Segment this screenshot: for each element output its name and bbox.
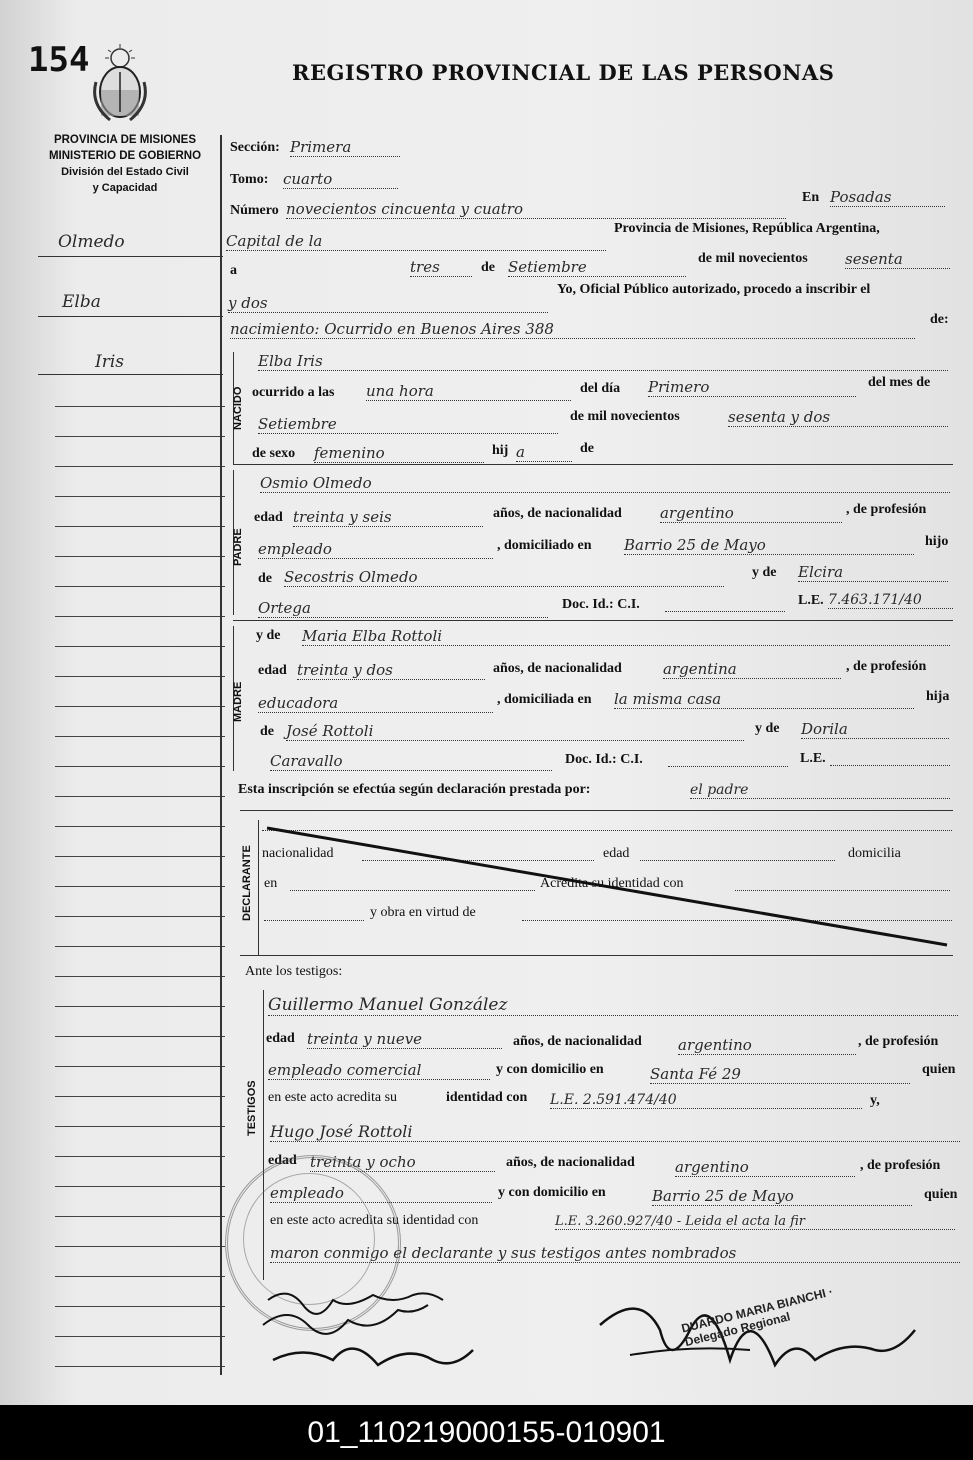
padre-le-value: 7.463.171/40: [828, 592, 953, 609]
scan-code: 01_110219000155-010901: [0, 1405, 973, 1460]
sexo-label: de sexo: [252, 446, 296, 461]
madre-edad-value: treinta y dos: [297, 661, 485, 680]
tomo-value: cuarto: [283, 170, 398, 189]
nombre-value: Elba Iris: [258, 352, 948, 371]
edad-label: edad: [254, 510, 283, 525]
declarante-edad-label: edad: [603, 846, 630, 861]
margin-rule: [55, 646, 225, 647]
margin-rule: [55, 496, 225, 497]
margin-line: [38, 316, 223, 317]
mes-value: Setiembre: [508, 258, 686, 277]
hora-value: una hora: [366, 382, 571, 401]
testigo-2-domicilio-value: Barrio 25 de Mayo: [652, 1187, 912, 1206]
margin-rule: [55, 766, 225, 767]
testigo-1-profesion-label: , de profesión: [858, 1034, 939, 1049]
en-value: Posadas: [830, 188, 945, 207]
capital-value: Capital de la: [226, 232, 606, 251]
mes-nacimiento-value: Setiembre: [258, 415, 558, 434]
margin-rule: [55, 1156, 225, 1157]
margin-rule: [55, 1096, 225, 1097]
domiciliada-label: , domiciliada en: [497, 692, 592, 707]
madre-doc-label: Doc. Id.: C.I.: [565, 752, 643, 767]
margin-rule: [55, 706, 225, 707]
testigo-2-domicilio-label: y con domicilio en: [498, 1185, 606, 1200]
margin-name-2: Iris: [95, 352, 125, 372]
madre-de-label: de: [260, 724, 274, 739]
a-label: a: [230, 263, 237, 278]
declarante-en-label: en: [264, 876, 278, 891]
anio-nacimiento-value: sesenta y dos: [728, 408, 948, 427]
document-title: REGISTRO PROVINCIAL DE LAS PERSONAS: [292, 60, 835, 85]
hij-suffix: a: [516, 443, 572, 462]
declarante-label: DECLARANTE: [241, 845, 253, 921]
margin-rule: [55, 796, 225, 797]
closing-statement: maron conmigo el declarante y sus testigos antes nombrados: [270, 1244, 960, 1263]
anos-nac-label: años, de nacionalidad: [493, 506, 622, 521]
margin-rule: [55, 736, 225, 737]
margin-line: [38, 256, 223, 257]
testigo-2-nacionalidad-value: argentino: [675, 1158, 855, 1177]
en-label: En: [802, 190, 820, 205]
de-2-label: de: [580, 441, 594, 456]
padre-madre-value: Elcira: [798, 563, 948, 582]
testigo-1-nombre-value: Guillermo Manuel González: [268, 995, 958, 1016]
declarante-domicilia-label: domicilia: [848, 846, 901, 861]
issuer-block: [30, 132, 220, 196]
section-separator: [240, 955, 953, 956]
section-separator: [233, 620, 953, 621]
y-de-madre-label: y de: [256, 628, 281, 643]
testigo-2-anos-nac-label: años, de nacionalidad: [506, 1155, 635, 1170]
ocurrido-label: ocurrido a las: [252, 385, 335, 400]
padre-madre-2-value: Ortega: [258, 599, 548, 618]
padre-nombre-value: Osmio Olmedo: [260, 474, 950, 493]
issuer-province: PROVINCIA DE MISIONES: [53, 134, 197, 146]
margin-rule: [55, 436, 225, 437]
margin-rule: [55, 826, 225, 827]
testigo-2-acredita-label: en este acto acredita su identidad con: [270, 1213, 479, 1228]
testigo-1-acredita-label: en este acto acredita su: [268, 1090, 398, 1105]
issuer-division: División del Estado Civil: [61, 166, 189, 178]
hij-label: hij: [492, 443, 509, 458]
issuer-division-2: y Capacidad: [92, 182, 158, 194]
padre-label: PADRE: [232, 528, 244, 566]
madre-nacionalidad-value: argentina: [663, 660, 841, 679]
testigo-1-edad-value: treinta y nueve: [307, 1030, 502, 1049]
margin-rule: [55, 466, 225, 467]
issuer-ministry: MINISTERIO DE GOBIERNO: [48, 150, 202, 162]
section-separator: [240, 810, 953, 811]
y-de-label: y de: [752, 565, 777, 580]
tomo-label: Tomo:: [230, 172, 269, 187]
testigo-2-profesion-label: , de profesión: [860, 1158, 941, 1173]
acta-value: nacimiento: Ocurrido en Buenos Aires 388: [230, 320, 915, 339]
declarante-obra-label: y obra en virtud de: [370, 905, 476, 920]
padre-profesion-value: empleado: [258, 540, 493, 559]
margin-rule: [55, 1066, 225, 1067]
testigo-2-quien-label: quien: [924, 1187, 958, 1202]
margin-rule: [55, 946, 225, 947]
anio-value: sesenta: [845, 250, 950, 269]
margin-rule: [55, 1366, 225, 1367]
margin-rule: [55, 976, 225, 977]
officer-stamp: DUARDO MARIA BIANCHI · Delegado Regional: [680, 1284, 835, 1350]
testigo-2-profesion-value: empleado: [270, 1184, 492, 1203]
testigo-1-anos-nac-label: años, de nacionalidad: [513, 1034, 642, 1049]
declarante-nacionalidad-label: nacionalidad: [262, 846, 334, 861]
de-mil-label: de mil novecientos: [698, 251, 808, 266]
madre-doc-field: [668, 766, 788, 767]
declarante-value: el padre: [690, 782, 950, 799]
testigo-1-profesion-value: empleado comercial: [268, 1061, 490, 1080]
doc-label: Doc. Id.: C.I.: [562, 597, 640, 612]
hijo-label: hijo: [925, 534, 949, 549]
sexo-value: femenino: [314, 444, 484, 463]
le-label: L.E.: [798, 593, 824, 608]
madre-anos-nac-label: años, de nacionalidad: [493, 661, 622, 676]
madre-profesion-value: educadora: [258, 694, 493, 713]
strike-through-line: [262, 820, 952, 950]
madre-madre-2-value: Caravallo: [270, 752, 552, 771]
margin-rule: [55, 1276, 225, 1277]
declarante-divider: [258, 820, 259, 955]
madre-nombre-value: Maria Elba Rottoli: [302, 627, 950, 646]
margin-rule: [55, 1126, 225, 1127]
witness-signatures: [258, 1280, 498, 1380]
profesion-label: , de profesión: [846, 502, 927, 517]
doc-field: [665, 611, 785, 612]
madre-label: MADRE: [232, 681, 244, 722]
testigo-1-identidad-label: identidad con: [446, 1090, 528, 1105]
margin-rule: [55, 1036, 225, 1037]
madre-y-de-label: y de: [755, 721, 780, 736]
numero-label: Número: [230, 203, 279, 218]
numero-value: novecientos cincuenta y cuatro: [286, 200, 786, 219]
testigo-1-nacionalidad-value: argentino: [678, 1036, 856, 1055]
del-dia-label: del día: [580, 381, 621, 396]
padre-edad-value: treinta y seis: [293, 508, 483, 527]
testigo-1-id-value: L.E. 2.591.474/40: [550, 1092, 862, 1109]
testigos-label: TESTIGOS: [246, 1080, 258, 1136]
margin-rule: [55, 1006, 225, 1007]
testigo-2-id-value: L.E. 3.260.927/40 - Leida el acta la fir: [555, 1214, 955, 1230]
testigo-2-edad-label: edad: [268, 1153, 297, 1168]
margin-rule: [55, 1186, 225, 1187]
testigo-1-domicilio-value: Santa Fé 29: [650, 1065, 910, 1084]
madre-domicilio-value: la misma casa: [614, 690, 914, 709]
padre-nacionalidad-value: argentino: [660, 504, 842, 523]
madre-edad-label: edad: [258, 663, 287, 678]
madre-padre-value: José Rottoli: [286, 722, 744, 741]
margin-rule: [55, 1336, 225, 1337]
anio-value-2: y dos: [228, 294, 548, 313]
de-3-label: de: [258, 571, 272, 586]
section-separator: [233, 464, 953, 465]
page-number: 154: [28, 40, 90, 80]
madre-madre-value: Dorila: [801, 720, 949, 739]
margin-rule: [55, 526, 225, 527]
provincia-label: Provincia de Misiones, República Argentina,: [614, 221, 880, 236]
de-mil-2-label: de mil novecientos: [570, 409, 680, 424]
esta-inscripcion-label: Esta inscripción se efectúa según declaración prestada por:: [238, 782, 591, 797]
madre-le-field: [830, 765, 950, 766]
margin-rule: [55, 586, 225, 587]
margin-rule: [55, 916, 225, 917]
margin-rule: [55, 616, 225, 617]
seccion-value: Primera: [290, 138, 400, 157]
testigo-1-quien-label: quien: [922, 1062, 956, 1077]
dia-value: tres: [410, 258, 472, 277]
coat-of-arms-icon: [88, 42, 152, 124]
margin-name-1: Elba: [62, 292, 101, 312]
yo-label: Yo, Oficial Público autorizado, procedo a inscribir el: [557, 282, 871, 297]
madre-profesion-label: , de profesión: [846, 659, 927, 674]
de-colon-label: de:: [930, 312, 949, 327]
padre-padre-value: Secostris Olmedo: [284, 568, 724, 587]
hija-label: hija: [926, 689, 950, 704]
declarante-acredita-label: Acredita su identidad con: [540, 876, 684, 891]
margin-rule: [55, 886, 225, 887]
ante-testigos-label: Ante los testigos:: [245, 964, 343, 979]
margin-rule: [55, 556, 225, 557]
margin-rule: [55, 1246, 225, 1247]
margin-divider: [220, 135, 222, 1375]
margin-rule: [55, 1216, 225, 1217]
testigo-2-edad-value: treinta y ocho: [310, 1153, 495, 1172]
seccion-label: Sección:: [230, 140, 280, 155]
testigo-1-y-label: y,: [870, 1093, 880, 1108]
margin-line: [38, 374, 223, 375]
margin-rule: [55, 676, 225, 677]
padre-domicilio-value: Barrio 25 de Mayo: [624, 536, 914, 555]
del-mes-label: del mes de: [868, 375, 931, 390]
margin-surname: Olmedo: [58, 232, 125, 252]
nacido-label: NACIDO: [232, 386, 244, 430]
de-label: de: [481, 260, 495, 275]
margin-rule: [55, 1306, 225, 1307]
testigo-2-nombre-value: Hugo José Rottoli: [270, 1122, 960, 1142]
madre-le-label: L.E.: [800, 751, 826, 766]
testigo-1-domicilio-label: y con domicilio en: [496, 1062, 604, 1077]
margin-rule: [55, 406, 225, 407]
margin-rule: [55, 856, 225, 857]
testigo-1-edad-label: edad: [266, 1031, 295, 1046]
dia-nacimiento-value: Primero: [648, 378, 856, 397]
domiciliado-label: , domiciliado en: [497, 538, 592, 553]
